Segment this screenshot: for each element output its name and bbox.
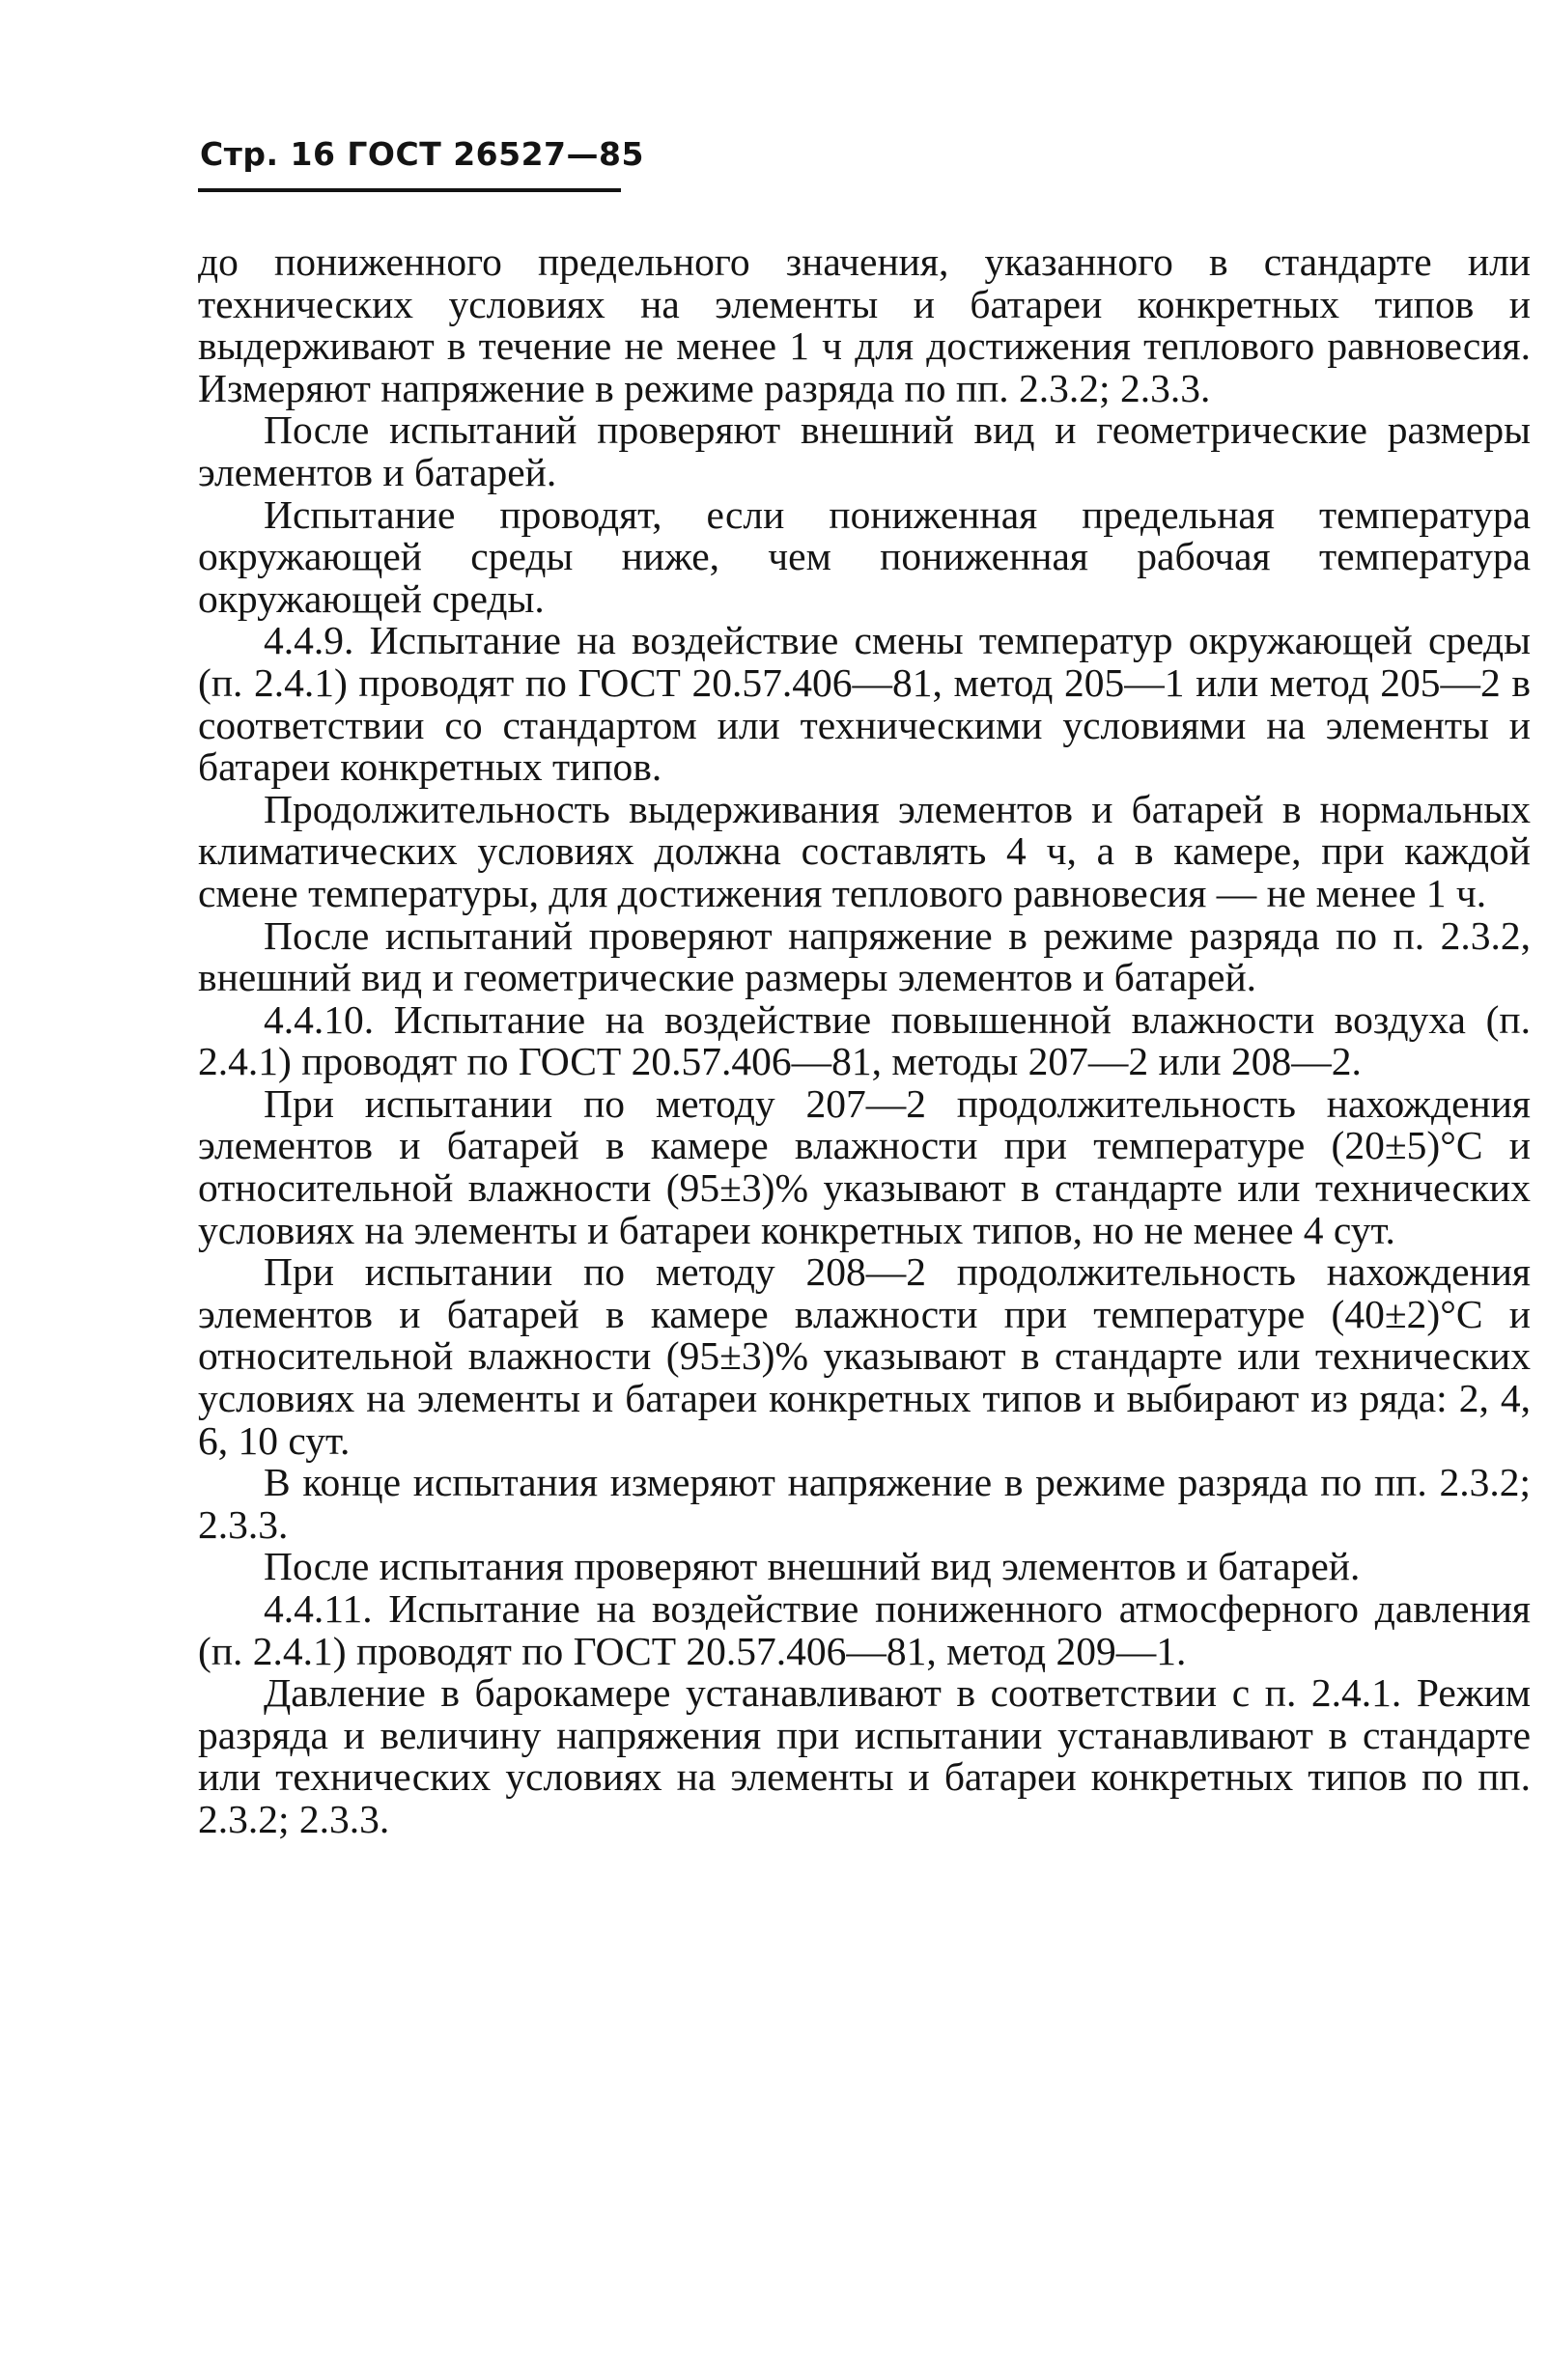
page-header: Стр. 16 ГОСТ 26527—85 xyxy=(200,135,644,173)
paragraph: Давление в барокамере устанавливают в соответствии с п. 2.4.1. Режим разряда и величину напряжения при испытании устанавливают в стандарте или технических условиях на элементы и батареи конкретных типов по пп. 2.3.2; 2.3.3. xyxy=(198,1670,1531,1841)
paragraph: Продолжительность выдерживания элементов и батарей в нормальных климатических условиях должна составлять 4 ч, а в камере, при каждой смене температуры, для достижения теплового равновесия — не менее 1 ч. xyxy=(198,786,1531,915)
body-text xyxy=(198,241,1531,1841)
paragraph-section-4-4-9: 4.4.9. Испытание на воздействие смены температур окружающей среды (п. 2.4.1) проводят по ГОСТ 20.57.406—81, метод 205—1 или метод 205—2 в соответствии со стандартом или техническими условиями на элементы и батареи конкретных типов. xyxy=(198,618,1531,790)
paragraph: После испытаний проверяют внешний вид и геометрические размеры элементов и батарей. xyxy=(198,407,1531,494)
paragraph-continuation: до пониженного предельного значения, указанного в стандарте или технических условиях на элементы и батареи конкретных типов и выдерживают в течение не менее 1 ч для достижения теплового равновесия. Измеряют напряжение в режиме разряда по пп. 2.3.2; 2.3.3. xyxy=(198,239,1531,410)
paragraph: После испытаний проверяют напряжение в режиме разряда по п. 2.3.2, внешний вид и геометрические размеры элементов и батарей. xyxy=(198,912,1531,1000)
paragraph-section-4-4-11: 4.4.11. Испытание на воздействие пониженного атмосферного давления (п. 2.4.1) проводят по ГОСТ 20.57.406—81, метод 209—1. xyxy=(198,1586,1531,1673)
paragraph: При испытании по методу 208—2 продолжительность нахождения элементов и батарей в камере влажности при температуре (40±2)°C и относительной влажности (95±3)% указывают в стандарте или технических условиях на элементы и батареи конкретных типов и выбирают из ряда: 2, 4, 6, 10 сут. xyxy=(198,1249,1531,1463)
paragraph: В конце испытания измеряют напряжение в режиме разряда по пп. 2.3.2; 2.3.3. xyxy=(198,1460,1531,1547)
paragraph-section-4-4-10: 4.4.10. Испытание на воздействие повышенной влажности воздуха (п. 2.4.1) проводят по ГОСТ 20.57.406—81, методы 207—2 или 208—2. xyxy=(198,996,1531,1084)
header-rule xyxy=(198,188,621,192)
paragraph: После испытания проверяют внешний вид элементов и батарей. xyxy=(264,1544,1361,1589)
paragraph: При испытании по методу 207—2 продолжительность нахождения элементов и батарей в камере влажности при температуре (20±5)°C и относительной влажности (95±3)% указывают в стандарте или технических условиях на элементы и батареи конкретных типов, но не менее 4 сут. xyxy=(198,1080,1531,1252)
paragraph: Испытание проводят, если пониженная предельная температура окружающей среды ниже, чем пониженная рабочая температура окружающей среды. xyxy=(198,491,1531,621)
